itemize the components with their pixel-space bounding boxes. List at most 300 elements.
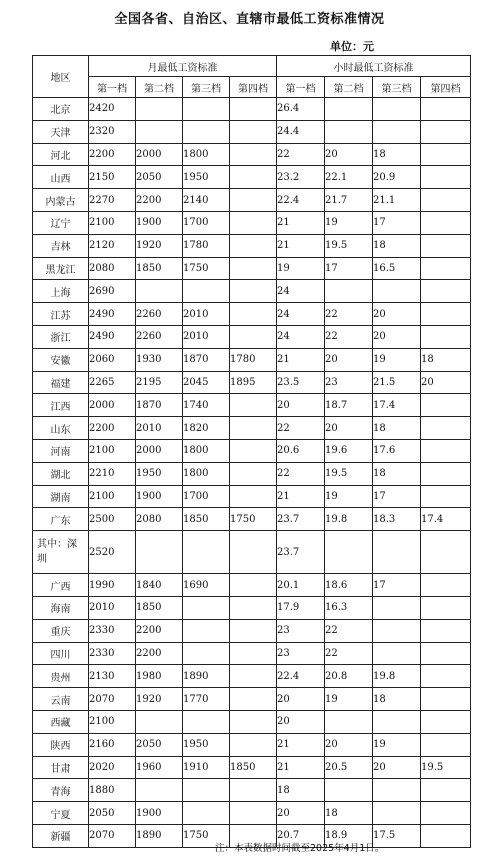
monthly-tier-3-cell: 2045 — [183, 371, 230, 394]
hourly-tier-2-cell — [325, 710, 373, 733]
monthly-tier-2-cell: 2000 — [136, 143, 183, 166]
monthly-tier-1-cell: 2050 — [89, 802, 136, 825]
table-row — [33, 98, 471, 121]
monthly-tier-2-cell: 2050 — [136, 733, 183, 756]
table-row — [33, 619, 471, 642]
region-cell: 福建 — [33, 371, 89, 394]
monthly-tier-2-cell: 1900 — [136, 211, 183, 234]
hourly-tier-1-cell: 23.7 — [277, 531, 325, 574]
region-cell: 上海 — [33, 280, 89, 303]
table-row — [33, 417, 471, 440]
hourly-tier-4-cell: 17.4 — [421, 508, 471, 531]
hourly-tier-3-cell: 17 — [373, 574, 421, 597]
hourly-tier-1-cell: 21 — [277, 348, 325, 371]
monthly-tier-1-cell: 2120 — [89, 234, 136, 257]
hourly-tier-1-cell: 23.7 — [277, 508, 325, 531]
hourly-tier-2-cell — [325, 280, 373, 303]
table-row — [33, 189, 471, 212]
monthly-tier-1-cell: 2320 — [89, 120, 136, 143]
region-cell: 广东 — [33, 508, 89, 531]
hourly-tier-2-cell: 22 — [325, 619, 373, 642]
hourly-tier-2-cell: 19 — [325, 688, 373, 711]
table-row — [33, 234, 471, 257]
table-body — [33, 98, 471, 848]
hourly-tier-1-cell: 22 — [277, 417, 325, 440]
hourly-tier-1-cell: 24 — [277, 303, 325, 326]
hourly-tier-1-cell: 23.2 — [277, 166, 325, 189]
hourly-tier-2-cell — [325, 531, 373, 574]
monthly-tier-2-cell: 1960 — [136, 756, 183, 779]
hourly-tier-4-cell — [421, 665, 471, 688]
monthly-tier-1-cell: 2100 — [89, 439, 136, 462]
hourly-tier-3-cell — [373, 280, 421, 303]
monthly-tier-4-cell — [230, 325, 277, 348]
hourly-tier-3-cell: 19.8 — [373, 665, 421, 688]
page-title: 全国各省、自治区、直辖市最低工资标准情况 — [114, 12, 385, 27]
header-monthly: 月最低工资标准 — [89, 56, 277, 77]
monthly-tier-4-cell — [230, 802, 277, 825]
table-row — [33, 733, 471, 756]
table-row — [33, 642, 471, 665]
monthly-tier-2-cell: 2260 — [136, 303, 183, 326]
region-cell: 北京 — [33, 98, 89, 121]
monthly-tier-2-cell: 1840 — [136, 574, 183, 597]
region-cell: 湖南 — [33, 485, 89, 508]
hourly-tier-4-cell — [421, 779, 471, 802]
monthly-tier-2-cell: 1890 — [136, 824, 183, 847]
hourly-tier-1-cell: 26.4 — [277, 98, 325, 121]
table-row — [33, 665, 471, 688]
table-row — [33, 439, 471, 462]
monthly-tier-1-cell: 2520 — [89, 531, 136, 574]
monthly-tier-3-cell: 2140 — [183, 189, 230, 212]
monthly-tier-3-cell: 2010 — [183, 303, 230, 326]
hourly-tier-1-cell: 24.4 — [277, 120, 325, 143]
table-row — [33, 394, 471, 417]
hourly-tier-4-cell — [421, 394, 471, 417]
hourly-tier-3-cell: 20 — [373, 325, 421, 348]
header-monthly-tier-3: 第三档 — [183, 77, 230, 98]
monthly-tier-2-cell — [136, 779, 183, 802]
monthly-tier-1-cell: 2100 — [89, 485, 136, 508]
hourly-tier-4-cell — [421, 325, 471, 348]
region-cell: 重庆 — [33, 619, 89, 642]
header-monthly-tier-2: 第二档 — [136, 77, 183, 98]
region-cell: 河北 — [33, 143, 89, 166]
hourly-tier-2-cell — [325, 98, 373, 121]
table-row — [33, 531, 471, 574]
monthly-tier-1-cell: 2210 — [89, 462, 136, 485]
monthly-tier-4-cell — [230, 642, 277, 665]
hourly-tier-4-cell — [421, 710, 471, 733]
hourly-tier-2-cell: 21.7 — [325, 189, 373, 212]
hourly-tier-3-cell: 17 — [373, 211, 421, 234]
hourly-tier-1-cell: 21 — [277, 756, 325, 779]
monthly-tier-4-cell — [230, 733, 277, 756]
hourly-tier-3-cell: 18 — [373, 417, 421, 440]
monthly-tier-1-cell: 2490 — [89, 303, 136, 326]
region-cell: 新疆 — [33, 824, 89, 847]
table-row — [33, 371, 471, 394]
monthly-tier-2-cell — [136, 710, 183, 733]
region-cell: 其中：深圳 — [33, 531, 89, 574]
table-row — [33, 325, 471, 348]
monthly-tier-4-cell — [230, 166, 277, 189]
monthly-tier-1-cell: 2330 — [89, 619, 136, 642]
table-row — [33, 120, 471, 143]
hourly-tier-3-cell — [373, 619, 421, 642]
monthly-tier-1-cell: 2500 — [89, 508, 136, 531]
monthly-tier-4-cell: 1780 — [230, 348, 277, 371]
monthly-tier-3-cell: 1770 — [183, 688, 230, 711]
hourly-tier-3-cell — [373, 596, 421, 619]
monthly-tier-2-cell: 1920 — [136, 688, 183, 711]
monthly-tier-1-cell: 2100 — [89, 710, 136, 733]
monthly-tier-3-cell: 1690 — [183, 574, 230, 597]
hourly-tier-3-cell — [373, 642, 421, 665]
region-cell: 陕西 — [33, 733, 89, 756]
hourly-tier-4-cell — [421, 688, 471, 711]
monthly-tier-3-cell — [183, 619, 230, 642]
monthly-tier-2-cell — [136, 98, 183, 121]
monthly-tier-4-cell — [230, 211, 277, 234]
table-row — [33, 688, 471, 711]
hourly-tier-4-cell: 20 — [421, 371, 471, 394]
region-cell: 青海 — [33, 779, 89, 802]
hourly-tier-2-cell: 17 — [325, 257, 373, 280]
monthly-tier-3-cell: 1850 — [183, 508, 230, 531]
table-row — [33, 508, 471, 531]
hourly-tier-2-cell: 19.5 — [325, 462, 373, 485]
monthly-tier-3-cell: 1870 — [183, 348, 230, 371]
monthly-tier-3-cell: 1700 — [183, 211, 230, 234]
monthly-tier-3-cell: 1820 — [183, 417, 230, 440]
monthly-tier-4-cell — [230, 619, 277, 642]
hourly-tier-4-cell — [421, 280, 471, 303]
region-cell: 山西 — [33, 166, 89, 189]
hourly-tier-4-cell — [421, 143, 471, 166]
hourly-tier-2-cell: 18.6 — [325, 574, 373, 597]
monthly-tier-4-cell — [230, 462, 277, 485]
table-row — [33, 143, 471, 166]
monthly-tier-1-cell: 2490 — [89, 325, 136, 348]
monthly-tier-2-cell: 2000 — [136, 439, 183, 462]
table-row — [33, 802, 471, 825]
hourly-tier-2-cell: 20.8 — [325, 665, 373, 688]
monthly-tier-2-cell: 2080 — [136, 508, 183, 531]
table-row — [33, 485, 471, 508]
hourly-tier-4-cell — [421, 120, 471, 143]
monthly-tier-1-cell: 2150 — [89, 166, 136, 189]
header-monthly-tier-1: 第一档 — [89, 77, 136, 98]
table-row — [33, 348, 471, 371]
hourly-tier-3-cell — [373, 98, 421, 121]
region-cell: 天津 — [33, 120, 89, 143]
monthly-tier-1-cell: 2070 — [89, 688, 136, 711]
hourly-tier-2-cell — [325, 120, 373, 143]
table-row — [33, 779, 471, 802]
monthly-tier-3-cell: 2010 — [183, 325, 230, 348]
hourly-tier-2-cell: 22 — [325, 303, 373, 326]
monthly-tier-4-cell — [230, 596, 277, 619]
hourly-tier-4-cell — [421, 211, 471, 234]
table-row — [33, 596, 471, 619]
hourly-tier-4-cell — [421, 234, 471, 257]
monthly-tier-3-cell: 1950 — [183, 166, 230, 189]
region-cell: 浙江 — [33, 325, 89, 348]
hourly-tier-1-cell: 23.5 — [277, 371, 325, 394]
monthly-tier-1-cell: 2160 — [89, 733, 136, 756]
region-cell: 云南 — [33, 688, 89, 711]
hourly-tier-1-cell: 21 — [277, 234, 325, 257]
hourly-tier-4-cell — [421, 619, 471, 642]
hourly-tier-1-cell: 20 — [277, 710, 325, 733]
hourly-tier-3-cell — [373, 710, 421, 733]
region-cell: 广西 — [33, 574, 89, 597]
hourly-tier-3-cell: 20.9 — [373, 166, 421, 189]
monthly-tier-2-cell: 1950 — [136, 462, 183, 485]
table-row — [33, 280, 471, 303]
hourly-tier-3-cell: 17.6 — [373, 439, 421, 462]
monthly-tier-2-cell: 1850 — [136, 257, 183, 280]
hourly-tier-2-cell: 18 — [325, 802, 373, 825]
monthly-tier-3-cell: 1800 — [183, 462, 230, 485]
hourly-tier-2-cell: 22 — [325, 642, 373, 665]
hourly-tier-2-cell: 19 — [325, 211, 373, 234]
monthly-tier-2-cell — [136, 280, 183, 303]
hourly-tier-4-cell — [421, 802, 471, 825]
hourly-tier-4-cell — [421, 824, 471, 847]
monthly-tier-3-cell: 1750 — [183, 257, 230, 280]
monthly-tier-4-cell — [230, 98, 277, 121]
hourly-tier-4-cell — [421, 574, 471, 597]
monthly-tier-4-cell — [230, 710, 277, 733]
hourly-tier-3-cell: 21.1 — [373, 189, 421, 212]
monthly-tier-1-cell: 2020 — [89, 756, 136, 779]
monthly-tier-1-cell: 2270 — [89, 189, 136, 212]
hourly-tier-2-cell: 20 — [325, 348, 373, 371]
monthly-tier-3-cell — [183, 531, 230, 574]
monthly-tier-1-cell: 2200 — [89, 417, 136, 440]
hourly-tier-3-cell: 20 — [373, 756, 421, 779]
hourly-tier-1-cell: 23 — [277, 642, 325, 665]
region-cell: 山东 — [33, 417, 89, 440]
hourly-tier-3-cell: 21.5 — [373, 371, 421, 394]
region-cell: 海南 — [33, 596, 89, 619]
header-region: 地区 — [33, 56, 89, 98]
region-cell: 甘肃 — [33, 756, 89, 779]
hourly-tier-3-cell — [373, 802, 421, 825]
monthly-tier-2-cell: 1850 — [136, 596, 183, 619]
monthly-tier-2-cell — [136, 120, 183, 143]
region-cell: 江西 — [33, 394, 89, 417]
monthly-tier-4-cell — [230, 120, 277, 143]
hourly-tier-2-cell: 19 — [325, 485, 373, 508]
hourly-tier-3-cell: 17.5 — [373, 824, 421, 847]
monthly-tier-2-cell: 2010 — [136, 417, 183, 440]
region-cell: 黑龙江 — [33, 257, 89, 280]
monthly-tier-4-cell — [230, 280, 277, 303]
monthly-tier-1-cell: 2080 — [89, 257, 136, 280]
monthly-tier-4-cell — [230, 574, 277, 597]
hourly-tier-1-cell: 20.1 — [277, 574, 325, 597]
hourly-tier-3-cell: 17 — [373, 485, 421, 508]
unit-label: 单位：元 — [330, 40, 374, 53]
hourly-tier-1-cell: 20.7 — [277, 824, 325, 847]
monthly-tier-2-cell: 1900 — [136, 802, 183, 825]
hourly-tier-2-cell: 18.9 — [325, 824, 373, 847]
monthly-tier-2-cell — [136, 531, 183, 574]
hourly-tier-1-cell: 22.4 — [277, 665, 325, 688]
monthly-tier-2-cell: 1900 — [136, 485, 183, 508]
hourly-tier-1-cell: 22.4 — [277, 189, 325, 212]
hourly-tier-3-cell — [373, 779, 421, 802]
region-cell: 宁夏 — [33, 802, 89, 825]
hourly-tier-4-cell — [421, 439, 471, 462]
monthly-tier-3-cell — [183, 98, 230, 121]
monthly-tier-4-cell: 1895 — [230, 371, 277, 394]
hourly-tier-3-cell: 19 — [373, 733, 421, 756]
hourly-tier-1-cell: 24 — [277, 325, 325, 348]
wage-table — [32, 55, 471, 848]
hourly-tier-2-cell — [325, 779, 373, 802]
hourly-tier-4-cell — [421, 257, 471, 280]
hourly-tier-1-cell: 21 — [277, 211, 325, 234]
monthly-tier-4-cell — [230, 485, 277, 508]
monthly-tier-1-cell: 2330 — [89, 642, 136, 665]
hourly-tier-1-cell: 21 — [277, 485, 325, 508]
hourly-tier-1-cell: 22 — [277, 462, 325, 485]
monthly-tier-4-cell — [230, 439, 277, 462]
hourly-tier-2-cell: 19.5 — [325, 234, 373, 257]
hourly-tier-1-cell: 20 — [277, 802, 325, 825]
monthly-tier-4-cell — [230, 417, 277, 440]
monthly-tier-4-cell — [230, 143, 277, 166]
hourly-tier-4-cell — [421, 596, 471, 619]
region-cell: 辽宁 — [33, 211, 89, 234]
monthly-tier-3-cell: 1910 — [183, 756, 230, 779]
footnote: 注：本表数据时间截至2025年4月1日。 — [215, 843, 385, 854]
monthly-tier-4-cell — [230, 688, 277, 711]
table-row — [33, 756, 471, 779]
table-row — [33, 257, 471, 280]
hourly-tier-3-cell: 17.4 — [373, 394, 421, 417]
hourly-tier-4-cell — [421, 166, 471, 189]
monthly-tier-2-cell: 1870 — [136, 394, 183, 417]
monthly-tier-3-cell: 1780 — [183, 234, 230, 257]
monthly-tier-1-cell: 2060 — [89, 348, 136, 371]
monthly-tier-2-cell: 1980 — [136, 665, 183, 688]
header-hourly-tier-3: 第三档 — [373, 77, 421, 98]
monthly-tier-2-cell: 2200 — [136, 642, 183, 665]
monthly-tier-4-cell — [230, 394, 277, 417]
hourly-tier-2-cell: 22 — [325, 325, 373, 348]
table-row — [33, 574, 471, 597]
hourly-tier-2-cell: 23 — [325, 371, 373, 394]
hourly-tier-3-cell — [373, 120, 421, 143]
monthly-tier-3-cell — [183, 120, 230, 143]
monthly-tier-4-cell — [230, 531, 277, 574]
hourly-tier-4-cell — [421, 417, 471, 440]
region-cell: 河南 — [33, 439, 89, 462]
hourly-tier-1-cell: 17.9 — [277, 596, 325, 619]
table-row — [33, 462, 471, 485]
monthly-tier-1-cell: 2265 — [89, 371, 136, 394]
hourly-tier-4-cell: 19.5 — [421, 756, 471, 779]
hourly-tier-2-cell: 19.8 — [325, 508, 373, 531]
hourly-tier-4-cell — [421, 98, 471, 121]
header-hourly-tier-2: 第二档 — [325, 77, 373, 98]
monthly-tier-2-cell: 2200 — [136, 189, 183, 212]
header-hourly-tier-1: 第一档 — [277, 77, 325, 98]
monthly-tier-4-cell — [230, 234, 277, 257]
region-cell: 内蒙古 — [33, 189, 89, 212]
monthly-tier-4-cell — [230, 189, 277, 212]
table-row — [33, 166, 471, 189]
monthly-tier-4-cell — [230, 257, 277, 280]
monthly-tier-1-cell: 2200 — [89, 143, 136, 166]
header-hourly: 小时最低工资标准 — [277, 56, 471, 77]
region-cell: 湖北 — [33, 462, 89, 485]
monthly-tier-3-cell — [183, 596, 230, 619]
hourly-tier-4-cell — [421, 531, 471, 574]
monthly-tier-1-cell: 2070 — [89, 824, 136, 847]
hourly-tier-4-cell — [421, 642, 471, 665]
hourly-tier-2-cell: 20 — [325, 733, 373, 756]
monthly-tier-4-cell — [230, 665, 277, 688]
hourly-tier-3-cell: 20 — [373, 303, 421, 326]
monthly-tier-1-cell: 2100 — [89, 211, 136, 234]
monthly-tier-1-cell: 2000 — [89, 394, 136, 417]
hourly-tier-4-cell — [421, 733, 471, 756]
monthly-tier-2-cell: 2200 — [136, 619, 183, 642]
monthly-tier-2-cell: 2195 — [136, 371, 183, 394]
region-cell: 贵州 — [33, 665, 89, 688]
hourly-tier-3-cell: 18 — [373, 688, 421, 711]
monthly-tier-1-cell: 2420 — [89, 98, 136, 121]
monthly-tier-1-cell: 1880 — [89, 779, 136, 802]
hourly-tier-3-cell: 18 — [373, 462, 421, 485]
hourly-tier-1-cell: 19 — [277, 257, 325, 280]
monthly-tier-4-cell — [230, 303, 277, 326]
hourly-tier-2-cell: 20 — [325, 143, 373, 166]
hourly-tier-4-cell — [421, 462, 471, 485]
hourly-tier-1-cell: 20 — [277, 688, 325, 711]
monthly-tier-1-cell: 2010 — [89, 596, 136, 619]
hourly-tier-2-cell: 20.5 — [325, 756, 373, 779]
hourly-tier-4-cell: 18 — [421, 348, 471, 371]
header-monthly-tier-4: 第四档 — [230, 77, 277, 98]
hourly-tier-3-cell: 18 — [373, 143, 421, 166]
region-cell: 西藏 — [33, 710, 89, 733]
monthly-tier-3-cell: 1890 — [183, 665, 230, 688]
hourly-tier-2-cell: 18.7 — [325, 394, 373, 417]
region-cell: 江苏 — [33, 303, 89, 326]
hourly-tier-1-cell: 20.6 — [277, 439, 325, 462]
monthly-tier-2-cell: 1930 — [136, 348, 183, 371]
hourly-tier-1-cell: 21 — [277, 733, 325, 756]
monthly-tier-1-cell: 2690 — [89, 280, 136, 303]
monthly-tier-3-cell — [183, 710, 230, 733]
table-row — [33, 211, 471, 234]
monthly-tier-3-cell — [183, 280, 230, 303]
monthly-tier-2-cell: 2260 — [136, 325, 183, 348]
hourly-tier-2-cell: 22.1 — [325, 166, 373, 189]
monthly-tier-3-cell: 1750 — [183, 824, 230, 847]
hourly-tier-1-cell: 23 — [277, 619, 325, 642]
monthly-tier-1-cell: 1990 — [89, 574, 136, 597]
hourly-tier-1-cell: 24 — [277, 280, 325, 303]
